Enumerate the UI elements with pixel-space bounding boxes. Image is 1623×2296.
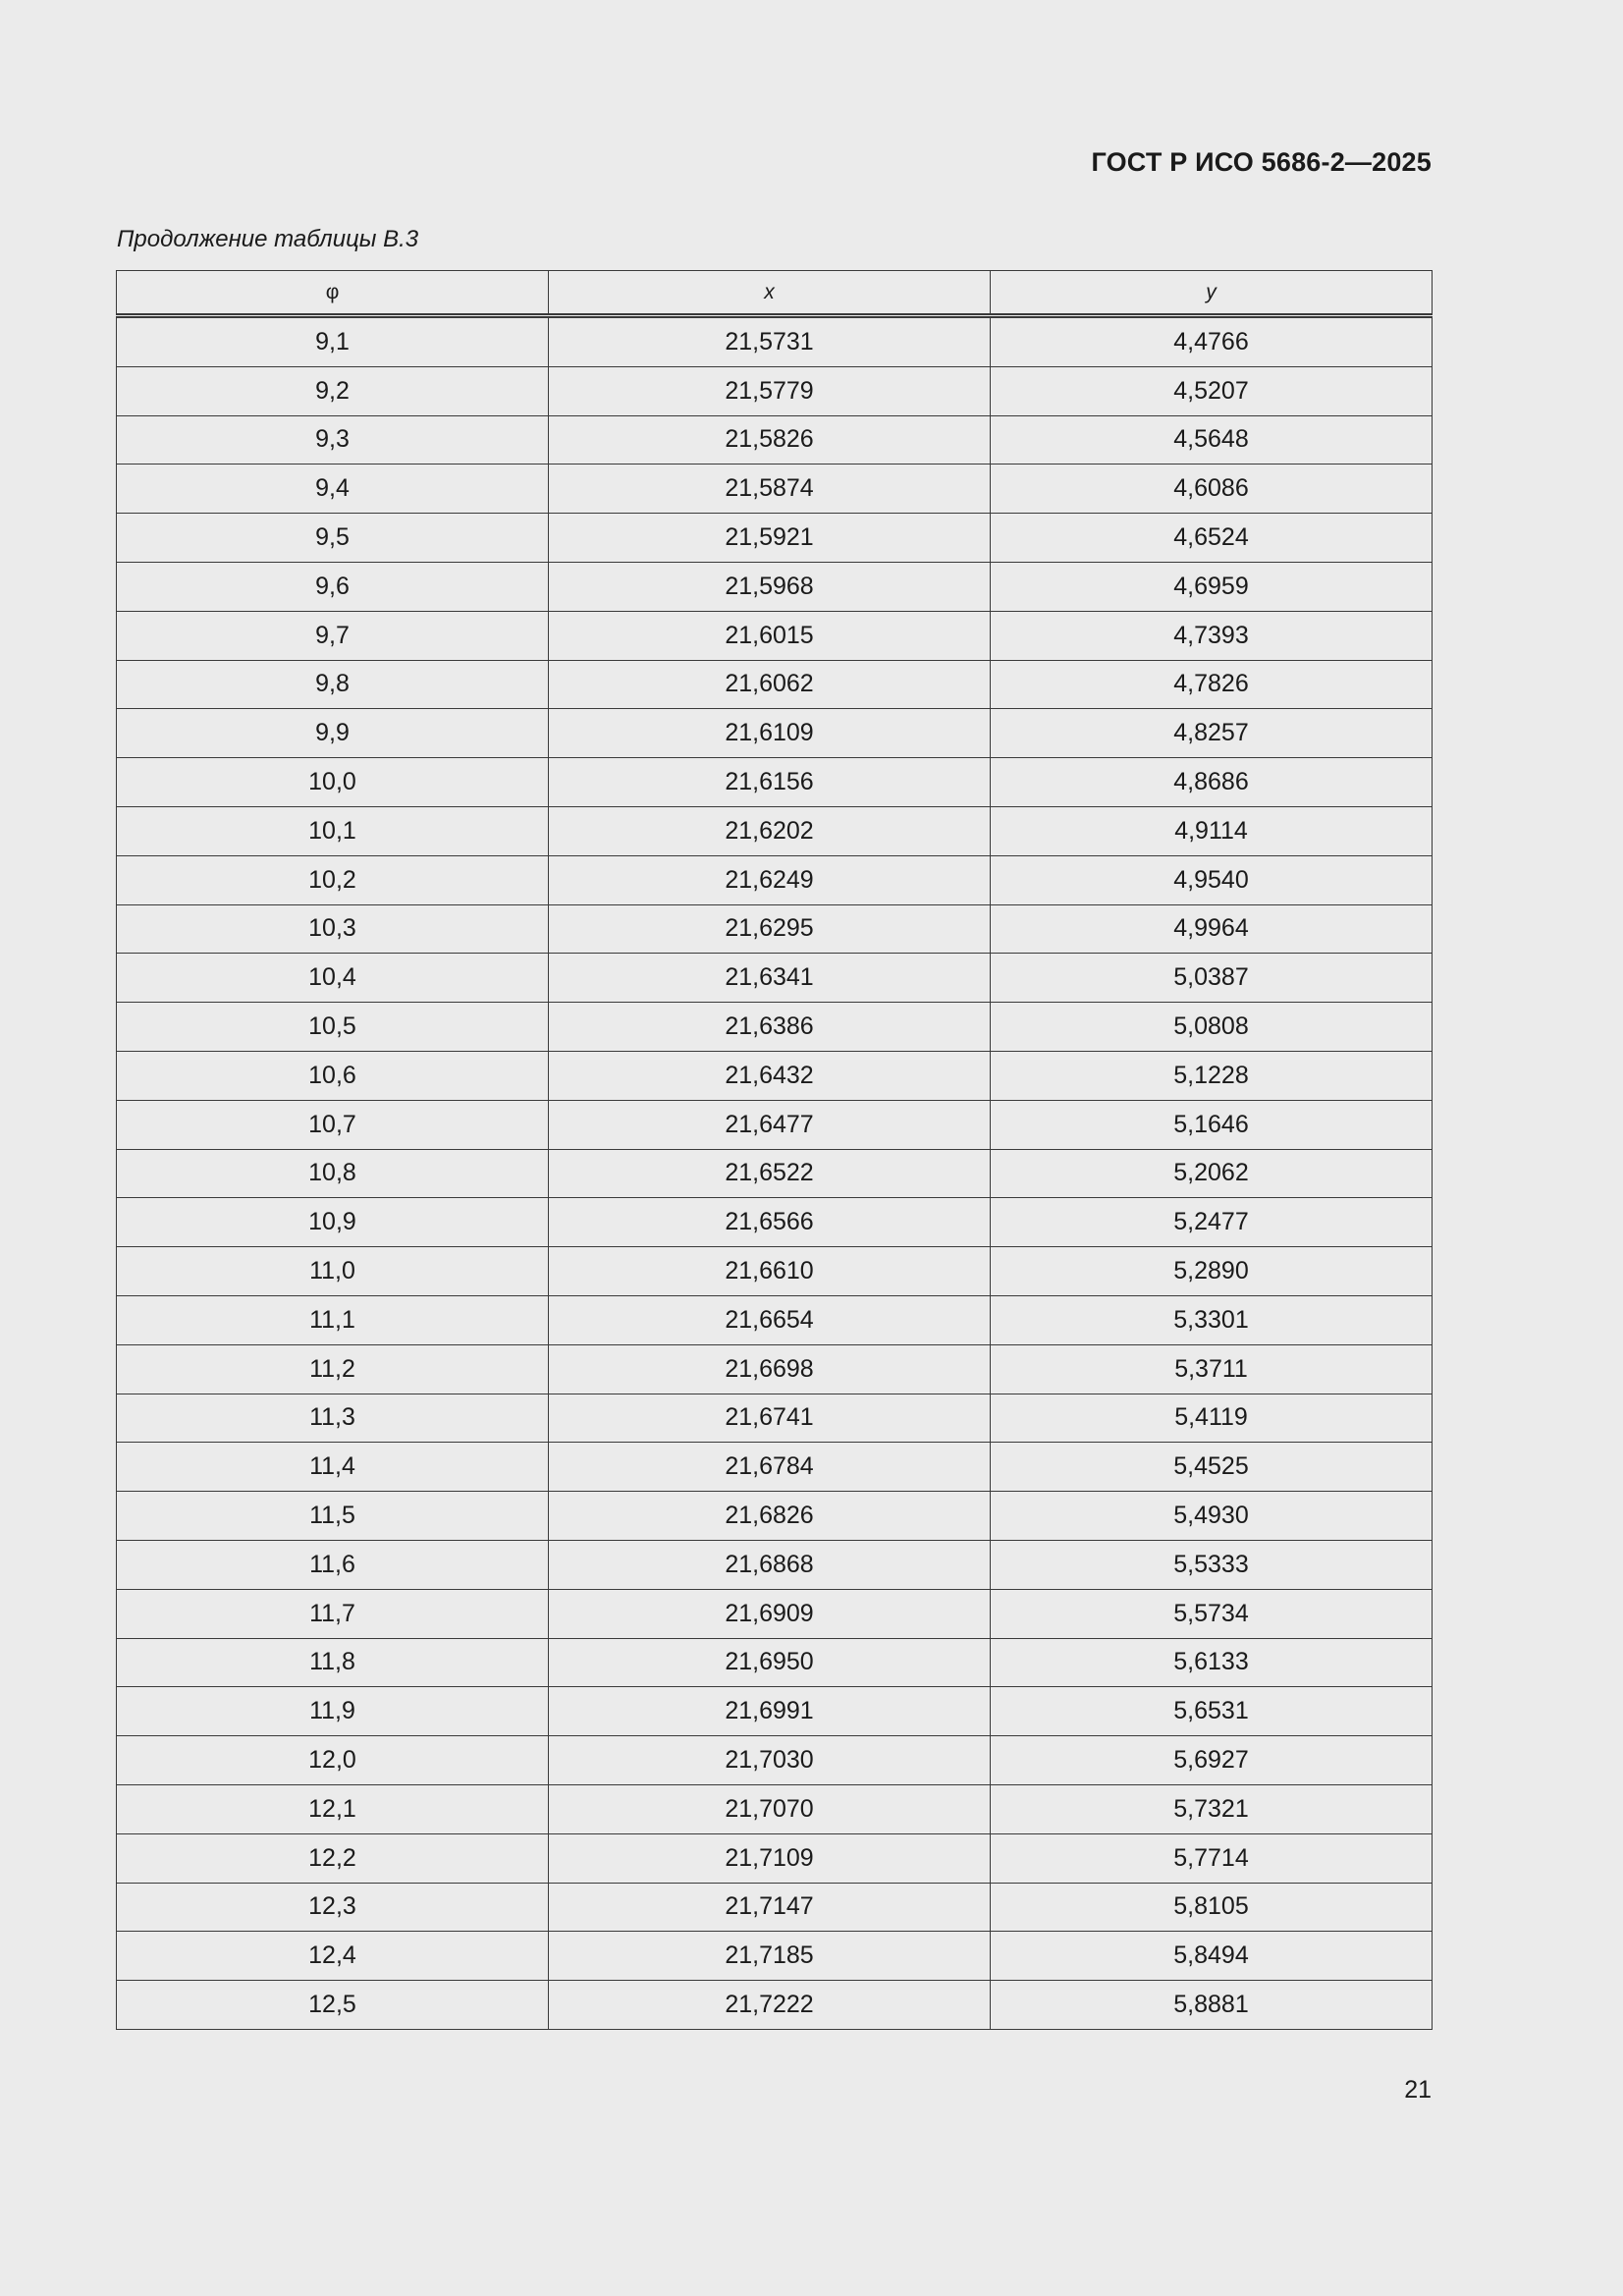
cell-x: 21,6610 bbox=[549, 1247, 991, 1296]
cell-y: 5,4930 bbox=[991, 1492, 1433, 1541]
cell-x: 21,6698 bbox=[549, 1344, 991, 1394]
table-row bbox=[117, 611, 1433, 660]
cell-x: 21,6741 bbox=[549, 1394, 991, 1443]
cell-phi: 11,1 bbox=[117, 1295, 549, 1344]
cell-x: 21,7222 bbox=[549, 1981, 991, 2030]
column-header-x: x bbox=[549, 271, 991, 316]
cell-x: 21,6295 bbox=[549, 904, 991, 954]
cell-phi: 9,4 bbox=[117, 465, 549, 514]
cell-y: 5,0808 bbox=[991, 1003, 1433, 1052]
cell-y: 4,8686 bbox=[991, 758, 1433, 807]
cell-y: 4,4766 bbox=[991, 316, 1433, 367]
cell-y: 4,7393 bbox=[991, 611, 1433, 660]
cell-phi: 11,8 bbox=[117, 1638, 549, 1687]
cell-y: 5,1228 bbox=[991, 1051, 1433, 1100]
cell-x: 21,7070 bbox=[549, 1784, 991, 1833]
cell-x: 21,6826 bbox=[549, 1492, 991, 1541]
table-row bbox=[117, 1247, 1433, 1296]
cell-phi: 11,0 bbox=[117, 1247, 549, 1296]
cell-x: 21,6950 bbox=[549, 1638, 991, 1687]
cell-x: 21,6566 bbox=[549, 1198, 991, 1247]
cell-phi: 12,5 bbox=[117, 1981, 549, 2030]
table-row bbox=[117, 1051, 1433, 1100]
cell-x: 21,6432 bbox=[549, 1051, 991, 1100]
cell-phi: 10,4 bbox=[117, 954, 549, 1003]
cell-y: 5,4525 bbox=[991, 1443, 1433, 1492]
cell-x: 21,6015 bbox=[549, 611, 991, 660]
cell-x: 21,6522 bbox=[549, 1149, 991, 1198]
cell-y: 5,6133 bbox=[991, 1638, 1433, 1687]
table-row bbox=[117, 709, 1433, 758]
cell-y: 5,0387 bbox=[991, 954, 1433, 1003]
cell-phi: 11,9 bbox=[117, 1687, 549, 1736]
cell-x: 21,7147 bbox=[549, 1883, 991, 1932]
cell-x: 21,6909 bbox=[549, 1589, 991, 1638]
cell-x: 21,6156 bbox=[549, 758, 991, 807]
cell-phi: 9,9 bbox=[117, 709, 549, 758]
column-header-phi: φ bbox=[117, 271, 549, 316]
document-header: ГОСТ Р ИСО 5686-2—2025 bbox=[1091, 147, 1432, 177]
cell-phi: 9,7 bbox=[117, 611, 549, 660]
cell-phi: 10,9 bbox=[117, 1198, 549, 1247]
table-row bbox=[117, 465, 1433, 514]
cell-x: 21,7109 bbox=[549, 1833, 991, 1883]
cell-y: 4,6524 bbox=[991, 514, 1433, 563]
cell-y: 5,7714 bbox=[991, 1833, 1433, 1883]
table-row bbox=[117, 1932, 1433, 1981]
cell-phi: 11,6 bbox=[117, 1540, 549, 1589]
cell-phi: 11,5 bbox=[117, 1492, 549, 1541]
cell-y: 5,6927 bbox=[991, 1736, 1433, 1785]
cell-y: 5,1646 bbox=[991, 1100, 1433, 1149]
cell-phi: 10,3 bbox=[117, 904, 549, 954]
cell-y: 5,3301 bbox=[991, 1295, 1433, 1344]
cell-y: 5,8494 bbox=[991, 1932, 1433, 1981]
table-row bbox=[117, 1833, 1433, 1883]
table-container bbox=[116, 270, 1432, 2030]
cell-x: 21,5826 bbox=[549, 415, 991, 465]
table-row bbox=[117, 954, 1433, 1003]
table-caption: Продолжение таблицы В.3 bbox=[117, 226, 419, 252]
table-row bbox=[117, 366, 1433, 415]
table-row bbox=[117, 1443, 1433, 1492]
table-row bbox=[117, 1736, 1433, 1785]
table-row bbox=[117, 1589, 1433, 1638]
cell-phi: 11,4 bbox=[117, 1443, 549, 1492]
table-body bbox=[117, 316, 1433, 2030]
table-row bbox=[117, 1784, 1433, 1833]
table-row bbox=[117, 904, 1433, 954]
table-row bbox=[117, 1492, 1433, 1541]
cell-y: 4,9964 bbox=[991, 904, 1433, 954]
cell-x: 21,6249 bbox=[549, 855, 991, 904]
cell-phi: 12,4 bbox=[117, 1932, 549, 1981]
cell-x: 21,5731 bbox=[549, 316, 991, 367]
table-row bbox=[117, 1394, 1433, 1443]
cell-phi: 9,1 bbox=[117, 316, 549, 367]
cell-phi: 12,0 bbox=[117, 1736, 549, 1785]
cell-phi: 12,1 bbox=[117, 1784, 549, 1833]
cell-phi: 10,8 bbox=[117, 1149, 549, 1198]
table-row bbox=[117, 1883, 1433, 1932]
table-header-row bbox=[117, 271, 1433, 316]
cell-x: 21,6784 bbox=[549, 1443, 991, 1492]
cell-y: 5,5734 bbox=[991, 1589, 1433, 1638]
cell-x: 21,6386 bbox=[549, 1003, 991, 1052]
table-row bbox=[117, 806, 1433, 855]
cell-phi: 12,2 bbox=[117, 1833, 549, 1883]
cell-y: 4,9114 bbox=[991, 806, 1433, 855]
cell-phi: 9,5 bbox=[117, 514, 549, 563]
cell-x: 21,6991 bbox=[549, 1687, 991, 1736]
cell-x: 21,7030 bbox=[549, 1736, 991, 1785]
cell-y: 5,4119 bbox=[991, 1394, 1433, 1443]
cell-phi: 10,0 bbox=[117, 758, 549, 807]
cell-y: 5,2477 bbox=[991, 1198, 1433, 1247]
cell-y: 5,8881 bbox=[991, 1981, 1433, 2030]
cell-x: 21,6477 bbox=[549, 1100, 991, 1149]
cell-phi: 9,2 bbox=[117, 366, 549, 415]
page-number: 21 bbox=[1404, 2076, 1432, 2104]
table-row bbox=[117, 1100, 1433, 1149]
cell-x: 21,6341 bbox=[549, 954, 991, 1003]
cell-phi: 9,8 bbox=[117, 660, 549, 709]
cell-x: 21,5968 bbox=[549, 562, 991, 611]
cell-y: 4,9540 bbox=[991, 855, 1433, 904]
cell-y: 4,6086 bbox=[991, 465, 1433, 514]
table-row bbox=[117, 514, 1433, 563]
cell-y: 5,6531 bbox=[991, 1687, 1433, 1736]
cell-phi: 10,2 bbox=[117, 855, 549, 904]
table-row bbox=[117, 1638, 1433, 1687]
table-row bbox=[117, 1295, 1433, 1344]
cell-x: 21,6654 bbox=[549, 1295, 991, 1344]
cell-x: 21,6868 bbox=[549, 1540, 991, 1589]
table-row bbox=[117, 1344, 1433, 1394]
cell-phi: 9,6 bbox=[117, 562, 549, 611]
data-table bbox=[116, 270, 1433, 2030]
cell-x: 21,5874 bbox=[549, 465, 991, 514]
cell-x: 21,5779 bbox=[549, 366, 991, 415]
table-row bbox=[117, 660, 1433, 709]
cell-y: 5,2062 bbox=[991, 1149, 1433, 1198]
table-row bbox=[117, 1149, 1433, 1198]
table-row bbox=[117, 1540, 1433, 1589]
cell-phi: 10,5 bbox=[117, 1003, 549, 1052]
cell-y: 4,5648 bbox=[991, 415, 1433, 465]
cell-y: 4,5207 bbox=[991, 366, 1433, 415]
cell-phi: 9,3 bbox=[117, 415, 549, 465]
cell-y: 5,2890 bbox=[991, 1247, 1433, 1296]
table-row bbox=[117, 855, 1433, 904]
cell-x: 21,6062 bbox=[549, 660, 991, 709]
cell-phi: 11,7 bbox=[117, 1589, 549, 1638]
cell-y: 5,5333 bbox=[991, 1540, 1433, 1589]
table-row bbox=[117, 415, 1433, 465]
cell-y: 4,6959 bbox=[991, 562, 1433, 611]
cell-x: 21,5921 bbox=[549, 514, 991, 563]
table-row bbox=[117, 1198, 1433, 1247]
table-row bbox=[117, 1981, 1433, 2030]
cell-y: 5,8105 bbox=[991, 1883, 1433, 1932]
cell-phi: 10,6 bbox=[117, 1051, 549, 1100]
cell-x: 21,6202 bbox=[549, 806, 991, 855]
cell-phi: 11,2 bbox=[117, 1344, 549, 1394]
table-row bbox=[117, 758, 1433, 807]
cell-phi: 10,7 bbox=[117, 1100, 549, 1149]
cell-y: 4,7826 bbox=[991, 660, 1433, 709]
cell-phi: 11,3 bbox=[117, 1394, 549, 1443]
cell-x: 21,7185 bbox=[549, 1932, 991, 1981]
column-header-y: y bbox=[991, 271, 1433, 316]
table-row bbox=[117, 1687, 1433, 1736]
cell-y: 5,3711 bbox=[991, 1344, 1433, 1394]
table-row bbox=[117, 1003, 1433, 1052]
cell-phi: 10,1 bbox=[117, 806, 549, 855]
table-row bbox=[117, 316, 1433, 367]
cell-y: 4,8257 bbox=[991, 709, 1433, 758]
cell-x: 21,6109 bbox=[549, 709, 991, 758]
cell-y: 5,7321 bbox=[991, 1784, 1433, 1833]
table-row bbox=[117, 562, 1433, 611]
cell-phi: 12,3 bbox=[117, 1883, 549, 1932]
